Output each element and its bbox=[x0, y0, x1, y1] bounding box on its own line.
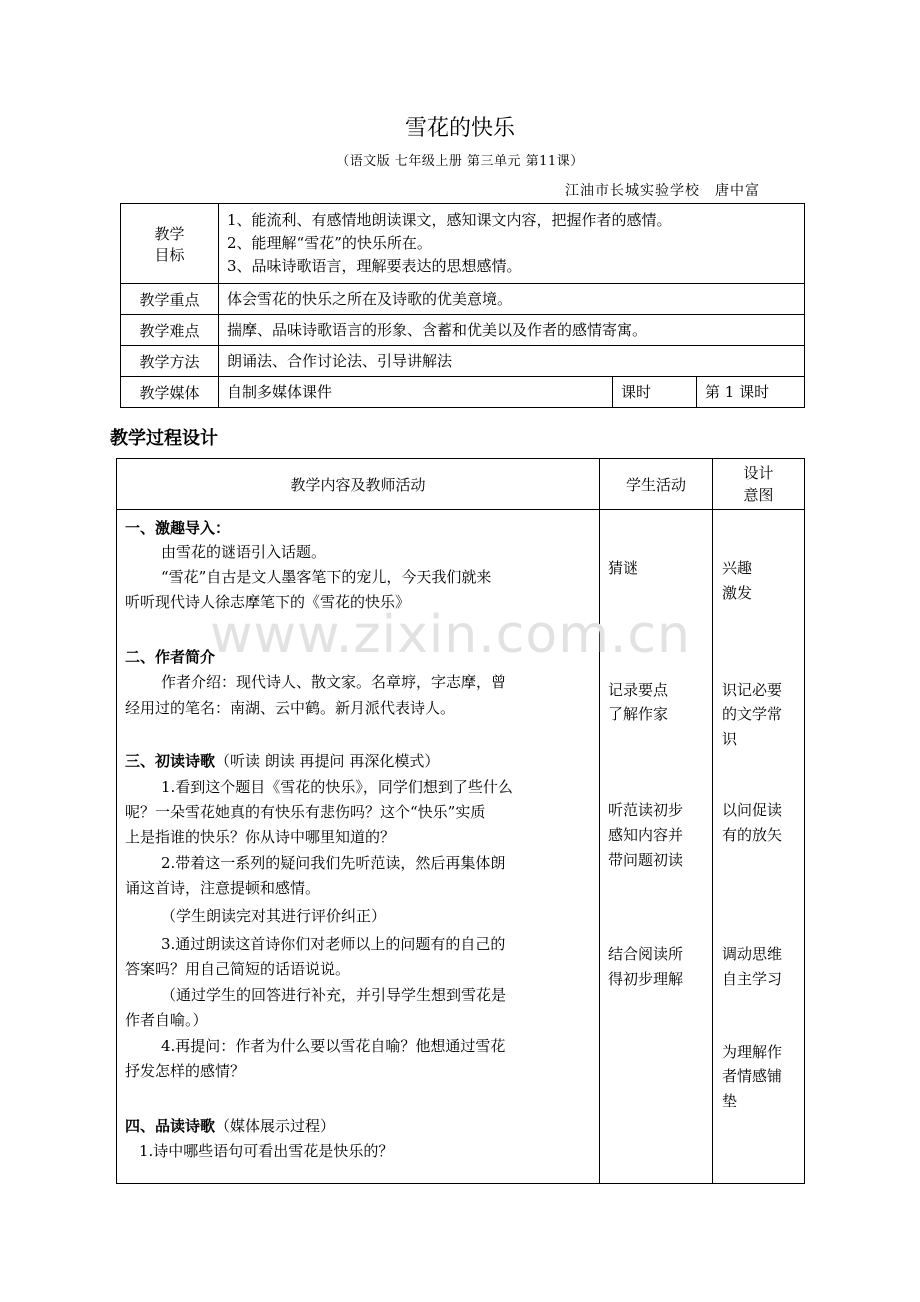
teacher-activity-line: 听听现代诗人徐志摩笔下的《雪花的快乐》 bbox=[125, 593, 411, 611]
teacher-activity-line: 3.通过朗读这首诗你们对老师以上的问题有的自己的 bbox=[161, 935, 506, 953]
period-label: 课时 bbox=[613, 377, 697, 408]
key-content: 体会雪花的快乐之所在及诗歌的优美意境。 bbox=[219, 284, 805, 315]
watermark: www.zixin.com.cn bbox=[210, 605, 691, 665]
goal-item: 2、能理解“雪花”的快乐所在。 bbox=[227, 234, 432, 252]
col-header-student: 学生活动 bbox=[600, 459, 713, 510]
process-table bbox=[116, 458, 805, 1184]
teacher-activity-line: 抒发怎样的感情？ bbox=[125, 1062, 246, 1080]
teacher-activity-line: 呢？一朵雪花她真的有快乐有悲伤吗？这个“快乐”实质 bbox=[125, 803, 486, 821]
design-purpose-line: 兴趣 bbox=[722, 559, 753, 577]
design-purpose-line: 的文学常 bbox=[722, 705, 783, 723]
key-row bbox=[121, 284, 805, 315]
student-activity-line: 感知内容并 bbox=[608, 826, 684, 844]
teacher-activity-line: （学生朗读完对其进行评价纠正） bbox=[161, 907, 387, 925]
design-purpose-line: 为理解作 bbox=[722, 1043, 783, 1061]
teacher-activity-line: 上是指谁的快乐？你从诗中哪里知道的？ bbox=[125, 828, 396, 846]
design-purpose-line: 激发 bbox=[722, 584, 753, 602]
goals-row bbox=[121, 204, 805, 284]
student-activity-line: 记录要点 bbox=[608, 681, 669, 699]
difficulty-label: 教学难点 bbox=[121, 315, 219, 346]
design-purpose-line: 识 bbox=[722, 730, 738, 748]
method-content: 朗诵法、合作讨论法、引导讲解法 bbox=[219, 346, 805, 377]
teacher-activity-line: 一、激趣导入： bbox=[125, 519, 231, 537]
teacher-activity-line: 作者介绍：现代诗人、散文家。名章垿，字志摩，曾 bbox=[161, 673, 507, 691]
design-purpose-line: 自主学习 bbox=[722, 970, 783, 988]
difficulty-content: 揣摩、品味诗歌语言的形象、含蓄和优美以及作者的感情寄寓。 bbox=[219, 315, 805, 346]
teacher-activity-line: 四、品读诗歌（媒体展示过程） bbox=[125, 1117, 336, 1135]
design-purpose-line: 以问促读 bbox=[722, 801, 783, 819]
design-purpose-line: 者情感铺 bbox=[722, 1067, 783, 1085]
method-row bbox=[121, 346, 805, 377]
teacher-activity-line: 诵这首诗，注意提顿和感情。 bbox=[125, 879, 321, 897]
teacher-activity-line: 答案吗？用自己简短的话语说说。 bbox=[125, 960, 351, 978]
teacher-activity-line: 4.再提问：作者为什么要以雪花自喻？他想通过雪花 bbox=[161, 1037, 506, 1055]
teacher-activity-line: “雪花”自古是文人墨客笔下的宠儿，今天我们就来 bbox=[161, 568, 492, 586]
student-activity-line: 猜谜 bbox=[608, 559, 639, 577]
design-purpose-line: 识记必要 bbox=[722, 681, 783, 699]
process-header-row bbox=[117, 459, 805, 510]
student-activity-line: 得初步理解 bbox=[608, 970, 684, 988]
difficulty-row bbox=[121, 315, 805, 346]
design-purpose-line: 垫 bbox=[722, 1092, 738, 1110]
period-content: 第 1 课时 bbox=[697, 377, 805, 408]
teacher-activity-line: 2.带着这一系列的疑问我们先听范读，然后再集体朗 bbox=[161, 854, 506, 872]
student-activity-line: 了解作家 bbox=[608, 705, 669, 723]
author-line: 江油市长城实验学校 唐中富 bbox=[565, 183, 760, 199]
design-purpose-line: 调动思维 bbox=[722, 945, 783, 963]
method-label: 教学方法 bbox=[121, 346, 219, 377]
goals-label: 教学 目标 bbox=[121, 204, 219, 284]
design-purpose-line: 有的放矢 bbox=[722, 826, 783, 844]
teacher-activity-line: （通过学生的回答进行补充，并引导学生想到雪花是 bbox=[161, 986, 507, 1004]
teacher-activity-line: 三、初读诗歌（听读 朗读 再提问 再深化模式） bbox=[125, 752, 440, 770]
teacher-activity-line: 二、作者简介 bbox=[125, 648, 216, 666]
teacher-activity-line: 1.看到这个题目《雪花的快乐》，同学们想到了些什么 bbox=[161, 778, 513, 796]
student-activity-line: 听范读初步 bbox=[608, 801, 684, 819]
section-heading: 教学过程设计 bbox=[110, 428, 218, 449]
teacher-activity-line: 1.诗中哪些语句可看出雪花是快乐的？ bbox=[139, 1142, 394, 1160]
lesson-info-table bbox=[120, 203, 805, 408]
media-label: 教学媒体 bbox=[121, 377, 219, 408]
goals-content bbox=[219, 204, 805, 284]
media-content: 自制多媒体课件 bbox=[219, 377, 613, 408]
design-purpose-cell bbox=[713, 510, 805, 1184]
goal-item: 3、品味诗歌语言，理解要表达的思想感情。 bbox=[227, 257, 522, 275]
media-row bbox=[121, 377, 805, 408]
page-title: 雪花的快乐 bbox=[404, 116, 515, 141]
key-label: 教学重点 bbox=[121, 284, 219, 315]
teacher-activity-line: 由雪花的谜语引入话题。 bbox=[161, 543, 327, 561]
student-activity-line: 带问题初读 bbox=[608, 851, 684, 869]
page-subtitle: （语文版 七年级上册 第三单元 第11课） bbox=[336, 154, 584, 169]
col-header-content: 教学内容及教师活动 bbox=[117, 459, 600, 510]
student-activity-line: 结合阅读所 bbox=[608, 945, 684, 963]
goal-item: 1、能流利、有感情地朗读课文，感知课文内容，把握作者的感情。 bbox=[227, 211, 672, 229]
col-header-purpose: 设计 意图 bbox=[713, 459, 805, 510]
teacher-activity-line: 经用过的笔名：南湖、云中鹤。新月派代表诗人。 bbox=[125, 699, 456, 717]
teacher-activity-line: 作者自喻。） bbox=[125, 1011, 208, 1029]
